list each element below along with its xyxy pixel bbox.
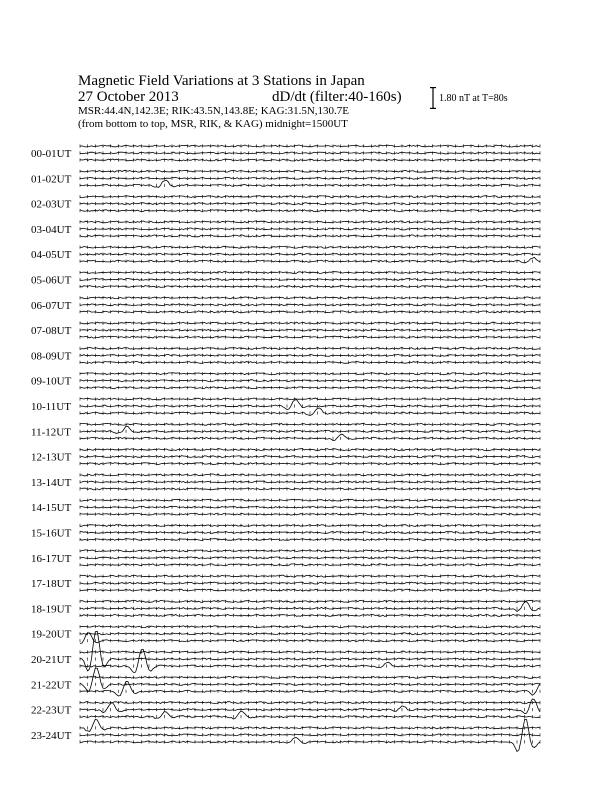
hour-label: 07-08UT xyxy=(31,325,72,338)
hour-row xyxy=(31,625,540,643)
hour-label: 20-21UT xyxy=(31,654,72,666)
hour-label: 12-13UT xyxy=(31,451,72,464)
hour-row xyxy=(31,322,540,339)
hour-row xyxy=(31,448,540,465)
hour-label: 16-17UT xyxy=(31,552,72,565)
trace-order-note: (from bottom to top, MSR, RIK, & KAG) midnight=1500UT xyxy=(78,118,348,130)
hour-label: 15-16UT xyxy=(31,527,72,540)
trace-rik xyxy=(80,668,540,692)
hour-label: 09-10UT xyxy=(31,375,72,388)
hour-row xyxy=(31,372,540,389)
hour-row xyxy=(31,423,540,441)
hour-label: 11-12UT xyxy=(31,426,71,439)
hour-label: 10-11UT xyxy=(31,401,71,413)
hour-label: 19-20UT xyxy=(31,628,72,641)
hour-label: 08-09UT xyxy=(31,350,72,363)
scale-label: 1.80 nT at T=80s xyxy=(439,93,508,104)
chart-title: Magnetic Field Variations at 3 Stations in Japan xyxy=(78,73,365,89)
hour-row xyxy=(31,347,540,364)
hour-row xyxy=(31,144,540,161)
hour-label: 00-01UT xyxy=(31,148,72,160)
hour-row xyxy=(31,473,540,490)
hour-label: 03-04UT xyxy=(31,223,72,236)
hour-label: 05-06UT xyxy=(31,274,72,287)
hour-label: 14-15UT xyxy=(31,502,72,515)
trace-kag xyxy=(80,719,540,731)
hour-row xyxy=(31,246,540,263)
hour-row xyxy=(31,195,540,212)
hour-label: 17-18UT xyxy=(31,578,72,591)
hour-label: 06-07UT xyxy=(31,299,72,312)
hour-row xyxy=(31,499,540,516)
hour-row xyxy=(31,668,540,696)
hour-label: 23-24UT xyxy=(31,729,72,742)
hour-row xyxy=(31,719,540,751)
hour-row xyxy=(31,549,540,566)
hour-row xyxy=(31,575,540,592)
hour-label: 18-19UT xyxy=(31,603,72,616)
hour-label: 04-05UT xyxy=(31,249,72,262)
trace-rik xyxy=(80,602,540,612)
station-coordinates: MSR:44.4N,142.3E; RIK:43.5N,143.8E; KAG:31.5N,130.7E xyxy=(78,105,350,117)
filter-label: dD/dt (filter:40-160s) xyxy=(272,89,402,105)
hour-row xyxy=(31,600,540,617)
hour-row xyxy=(31,220,540,237)
hour-label: 01-02UT xyxy=(31,173,72,186)
hour-row xyxy=(31,397,540,415)
hour-label: 13-14UT xyxy=(31,476,72,489)
chart-date: 27 October 2013 xyxy=(78,89,179,105)
hour-label: 21-22UT xyxy=(31,679,72,692)
hour-row xyxy=(31,628,540,672)
hour-row xyxy=(31,296,540,313)
hour-row xyxy=(31,271,540,288)
hour-row xyxy=(31,170,540,188)
hour-row xyxy=(31,699,540,719)
hour-row xyxy=(31,524,540,541)
hour-label: 22-23UT xyxy=(31,704,72,717)
hour-label: 02-03UT xyxy=(31,198,72,211)
